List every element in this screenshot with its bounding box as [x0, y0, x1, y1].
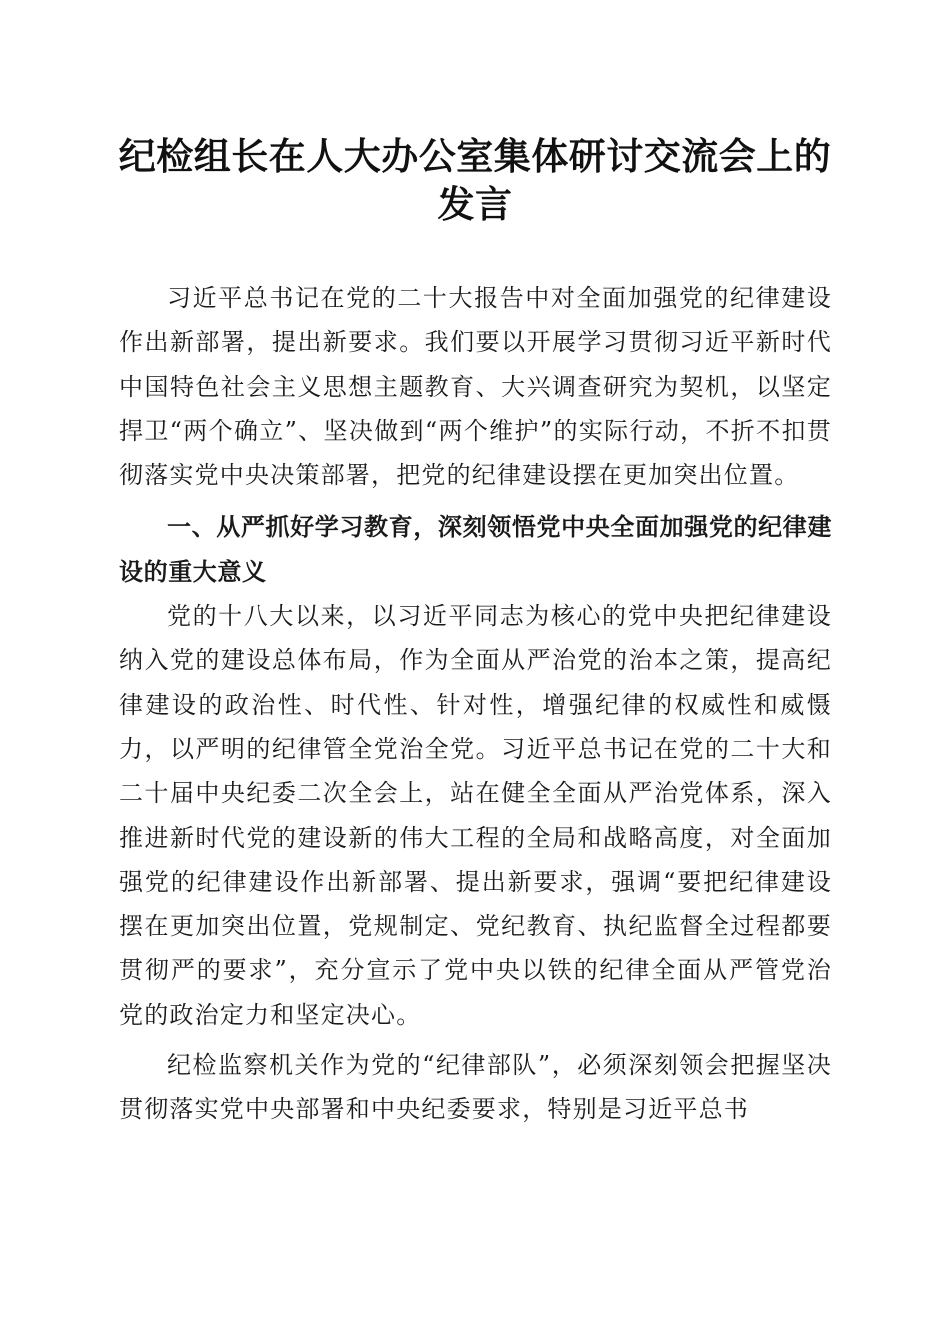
- document-title: 纪检组长在人大办公室集体研讨交流会上的发言: [118, 134, 832, 226]
- section-heading-1: 一、从严抓好学习教育，深刻领悟党中央全面加强党的纪律建设的重大意义: [119, 513, 832, 586]
- intro-paragraph: 习近平总书记在党的二十大报告中对全面加强党的纪律建设作出新部署，提出新要求。我们要以开展学习贯彻习近平新时代中国特色社会主义思想主题教育、大兴调查研究为契机，以坚定捍卫“两个确立”、坚决做到“两个维护”的实际行动，不折不扣贯彻落实党中央决策部署，把党的纪律建设摆在更加突出位置。: [119, 284, 832, 490]
- body-paragraph: 党的十八大以来，以习近平同志为核心的党中央把纪律建设纳入党的建设总体布局，作为全面从严治党的治本之策，提高纪律建设的政治性、时代性、针对性，增强纪律的权威性和威慑力，以严明的纪律管全党治全党。习近平总书记在党的二十大和二十届中央纪委二次全会上，站在健全全面从严治党体系，深入推进新时代党的建设新的伟大工程的全局和战略高度，对全面加强党的纪律建设作出新部署、提出新要求，强调“要把纪律建设摆在更加突出位置，党规制定、党纪教育、执纪监督全过程都要贯彻严的要求”，充分宣示了党中央以铁的纪律全面从严管党治党的政治定力和坚定决心。: [119, 602, 832, 1029]
- document-body: [119, 276, 832, 1132]
- body-paragraph-truncated: 纪检监察机关作为党的“纪律部队”，必须深刻领会把握坚决贯彻落实党中央部署和中央纪委要求，特别是习近平总书: [119, 1051, 832, 1124]
